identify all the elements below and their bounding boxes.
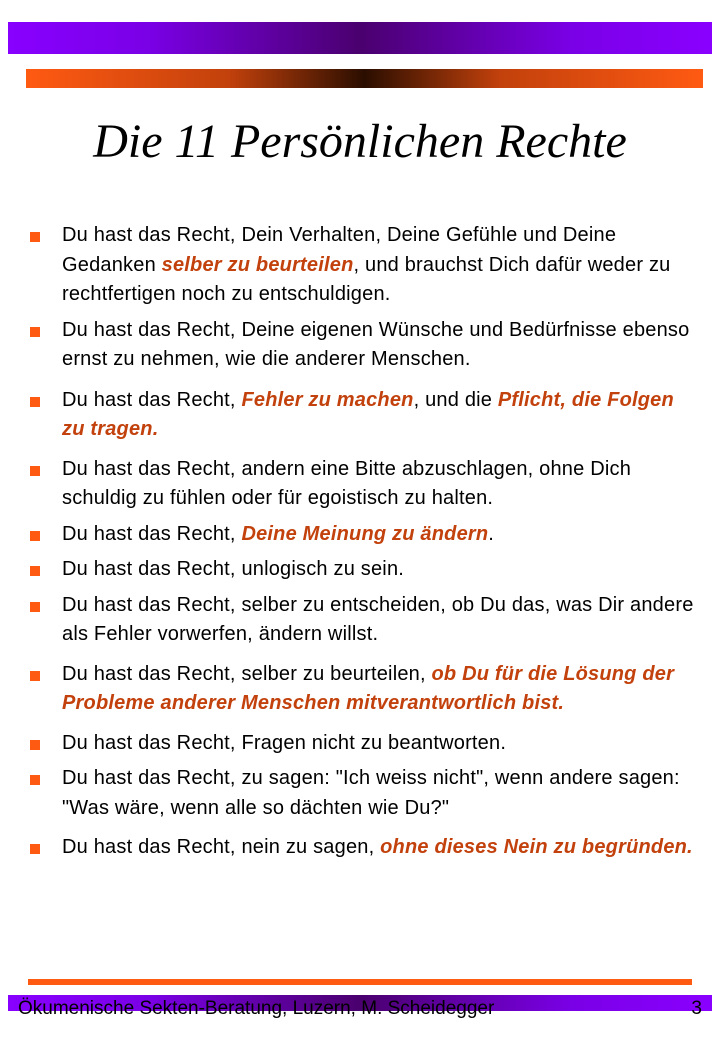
item-text: Du hast das Recht,: [62, 522, 242, 545]
footer-orange-line: [28, 979, 692, 985]
square-bullet-icon: [30, 531, 40, 541]
header-orange-bar: [26, 69, 703, 88]
square-bullet-icon: [30, 602, 40, 612]
item-text: , und brauchst Dich dafür weder zu rechtfertigen noch zu entschuldigen.: [62, 253, 671, 305]
item-text: Du hast das Recht,: [62, 388, 242, 411]
square-bullet-icon: [30, 397, 40, 407]
list-item: [30, 316, 702, 375]
item-text: Du hast das Recht, Fragen nicht zu beantworten.: [62, 731, 507, 754]
list-item: [30, 660, 702, 719]
item-text: Du hast das Recht, unlogisch zu sein.: [62, 558, 405, 580]
item-text: Du hast das Recht, Deine eigenen Wünsche und Bedürfnisse ebenso ernst zu nehmen, wie die anderer Menschen.: [62, 318, 690, 370]
item-emphasis: Fehler zu machen: [241, 388, 414, 411]
list-item: [30, 764, 702, 823]
item-text: , und die: [413, 388, 498, 411]
square-bullet-icon: [30, 566, 40, 576]
item-emphasis: ohne dieses Nein zu begründen.: [380, 836, 693, 858]
item-emphasis: Deine Meinung zu ändern: [241, 522, 489, 545]
list-item: [30, 386, 702, 445]
item-text: Du hast das Recht, selber zu beurteilen,: [62, 662, 432, 685]
item-text: Du hast das Recht, zu sagen: "Ich weiss nicht", wenn andere sagen: "Was wäre, wenn alle so dächten wie Du?": [62, 767, 680, 819]
item-emphasis: Pflicht, die Folgen zu tragen.: [62, 388, 674, 440]
page-number: 3: [691, 998, 702, 1019]
header-purple-bar: [8, 22, 712, 54]
square-bullet-icon: [30, 327, 40, 337]
item-text: Du hast das Recht, nein zu sagen,: [62, 836, 381, 858]
rights-list: [30, 221, 702, 863]
square-bullet-icon: [30, 775, 40, 785]
square-bullet-icon: [30, 466, 40, 476]
square-bullet-icon: [30, 844, 40, 854]
item-emphasis: selber zu beurteilen: [161, 253, 354, 276]
item-emphasis: ob Du für die Lösung der Probleme anderer Menschen mitverantwortlich bist.: [62, 662, 675, 714]
footer-credit: Ökumenische Sekten-Beratung, Luzern, M. Scheidegger: [18, 998, 495, 1019]
page-title: Die 11 Persönlichen Rechte: [93, 115, 627, 168]
list-item: [30, 455, 702, 514]
item-text: Du hast das Recht, andern eine Bitte abzuschlagen, ohne Dich schuldig zu fühlen oder für egoistisch zu halten.: [62, 457, 632, 509]
list-item: [30, 833, 702, 863]
list-item: [30, 221, 702, 310]
list-item: [30, 520, 702, 550]
item-text: Du hast das Recht, Dein Verhalten, Deine Gefühle und Deine Gedanken: [62, 224, 617, 276]
square-bullet-icon: [30, 740, 40, 750]
list-item: [30, 555, 702, 585]
list-item: [30, 591, 702, 650]
square-bullet-icon: [30, 671, 40, 681]
list-item: [30, 729, 702, 759]
item-text: Du hast das Recht, selber zu entscheiden, ob Du das, was Dir andere als Fehler vorwerfen, ändern willst.: [62, 593, 694, 645]
item-text: .: [488, 522, 495, 545]
square-bullet-icon: [30, 232, 40, 242]
